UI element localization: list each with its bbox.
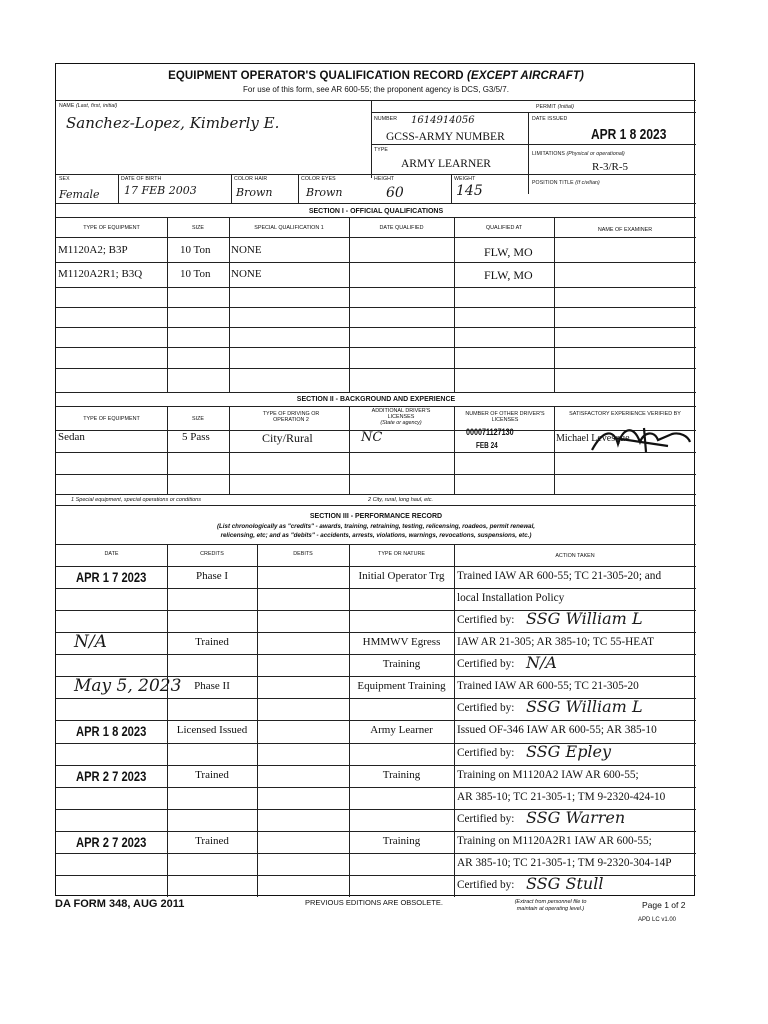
s3-row-signature: SSG Warren [526, 807, 626, 827]
verifier-signature [584, 420, 694, 462]
s3-row-nature: HMMWV Egress [362, 636, 441, 649]
s3-row-date: APR 2 7 2023 [76, 833, 147, 850]
s3-col-action: ACTION TAKEN [555, 553, 595, 559]
s1-col-equipment: TYPE OF EQUIPMENT [83, 225, 140, 231]
section2-heading: SECTION II - BACKGROUND AND EXPERIENCE [296, 396, 456, 403]
name-label: NAME (Last, first, initial) [59, 103, 118, 109]
s3-instructions-2: relicensing, etc; and as "debits" - accidents, arrests, violations, warnings, revocations, suspensions, etc.) [220, 532, 532, 539]
sex-value: Female [59, 188, 100, 201]
s1-row1-size: 10 Ton [180, 244, 211, 256]
s3-instructions-1: (List chronologically as "credits" - awards, training, retraining, testing, relicensing, roadeos, permit renewal, [216, 523, 536, 530]
s3-row-rule [56, 720, 696, 721]
height-value: 60 [386, 185, 404, 201]
limitations-label: LIMITATIONS (Physical or operational) [532, 151, 625, 157]
weight-value: 145 [456, 183, 483, 199]
s1-col-size: SIZE [192, 225, 204, 231]
s3-row-nature: Equipment Training [357, 680, 446, 693]
s3-row-credits: Phase II [194, 680, 230, 693]
permit-label: PERMIT (Initial) [536, 104, 575, 110]
s3-row-rule [56, 831, 696, 832]
s3-col-date: DATE [104, 551, 119, 557]
s3-row-signature: SSG William L [526, 609, 643, 629]
s1-row1-equipment: M1120A2; B3P [58, 244, 128, 256]
s3-row-signature: SSG Stull [526, 873, 604, 893]
s3-row-nature: Training [382, 768, 421, 781]
s3-row-date: APR 1 8 2023 [76, 723, 147, 740]
hair-label: COLOR HAIR [234, 176, 268, 182]
s3-col-credits: CREDITS [200, 551, 224, 557]
page-number: Page 1 of 2 [642, 900, 686, 910]
s1-row1-at: FLW, MO [484, 245, 533, 259]
s3-row-rule [56, 853, 696, 854]
s1-col-examiner: NAME OF EXAMINER [597, 227, 653, 233]
section1-heading: SECTION I - OFFICIAL QUALIFICATIONS [308, 208, 444, 215]
s3-row-date: APR 2 7 2023 [76, 767, 147, 784]
permit-number-handwritten: 1614914056 [411, 115, 475, 126]
s3-row-action: Certified by: [457, 658, 515, 671]
s3-row-date: N/A [74, 632, 107, 653]
s2-row-driving: City/Rural [262, 431, 313, 445]
section3-heading: SECTION III - PERFORMANCE RECORD [309, 513, 443, 520]
s3-row-action: Certified by: [457, 614, 515, 627]
s2-footnote-1: 1 Special equipment, special operations or conditions [71, 497, 201, 503]
name-value: Sanchez-Lopez, Kimberly E. [66, 114, 280, 132]
s3-row-action: local Installation Policy [457, 592, 565, 605]
s3-row-credits: Phase I [195, 570, 229, 582]
s3-row-action: Training on M1120A2 IAW AR 600-55; [457, 768, 639, 781]
version: APD LC v1.00 [638, 917, 677, 923]
s3-row-action: Trained IAW AR 600-55; TC 21-305-20 [457, 680, 639, 693]
limitations-value: R-3/R-5 [592, 161, 629, 173]
s3-row-action: Certified by: [457, 812, 515, 825]
s3-row-action: Issued OF-346 IAW AR 600-55; AR 385-10 [457, 724, 657, 737]
s1-row2-size: 10 Ton [180, 268, 211, 280]
s3-row-signature: SSG Epley [526, 741, 612, 761]
s3-row-credits: Trained [195, 768, 229, 781]
s3-row-nature: Initial Operator Trg [358, 570, 445, 582]
s3-col-debits: DEBITS [293, 551, 313, 557]
s3-row-rule [56, 765, 696, 766]
s2-row-state: NC [361, 430, 383, 445]
s3-row-date: APR 1 7 2023 [76, 569, 147, 585]
s3-row-credits: Trained [195, 636, 229, 649]
s1-row2-equipment: M1120A2R1; B3Q [58, 268, 143, 280]
s2-col-size: SIZE [192, 416, 204, 422]
s2-col-verified: SATISFACTORY EXPERIENCE VERIFIED BY [569, 411, 681, 417]
height-label: HEIGHT [374, 176, 395, 182]
s2-row-size: 5 Pass [182, 431, 210, 443]
hair-value: Brown [236, 186, 273, 199]
number-label: NUMBER [374, 116, 398, 122]
s3-row-nature: Training [382, 834, 421, 847]
s3-col-nature: TYPE OR NATURE [378, 551, 425, 557]
s3-row-action: IAW AR 21-305; AR 385-10; TC 55-HEAT [457, 636, 654, 649]
s3-row-credits: Licensed Issued [176, 724, 248, 737]
s3-row-action: Training on M1120A2R1 IAW AR 600-55; [457, 834, 652, 847]
form-title-suffix: (EXCEPT AIRCRAFT) [467, 70, 584, 82]
type-label: TYPE [374, 147, 388, 153]
form-number: DA FORM 348, AUG 2011 [55, 898, 185, 910]
s3-row-rule [56, 787, 696, 788]
form-title [56, 70, 696, 82]
s2-col-equipment: TYPE OF EQUIPMENT [83, 416, 140, 422]
s3-row-nature: Army Learner [370, 724, 433, 737]
obsolete-notice: PREVIOUS EDITIONS ARE OBSOLETE. [305, 898, 443, 907]
s3-row-action: Certified by: [457, 878, 515, 891]
s1-col-at: QUALIFIED AT [485, 225, 523, 231]
s3-row-rule [56, 588, 696, 589]
s2-col-driving: TYPE OF DRIVING OR OPERATION 2 [262, 411, 320, 423]
s3-row-action: Certified by: [457, 746, 515, 759]
dob-label: DATE OF BIRTH [121, 176, 162, 182]
s1-row2-at: FLW, MO [484, 268, 533, 282]
extract-note: (Extract from personnel file to maintain at operating level.) [514, 899, 587, 912]
s2-row-verified: Michael Levesque [556, 433, 630, 444]
sex-label: SEX [59, 176, 70, 182]
s2-row-license-number: 000071127130 [466, 427, 514, 437]
qualification-form [55, 63, 695, 896]
s1-col-special: SPECIAL QUALIFICATION 1 [254, 225, 324, 231]
s3-row-credits: Trained [195, 834, 229, 847]
eyes-value: Brown [306, 186, 343, 199]
weight-label: WEIGHT [454, 176, 476, 182]
s3-row-signature: N/A [526, 653, 557, 673]
s3-row-signature: SSG William L [526, 697, 643, 717]
s1-col-date: DATE QUALIFIED [379, 225, 424, 231]
s1-row2-special: NONE [231, 268, 262, 280]
s3-row-action: Certified by: [457, 702, 515, 715]
date-issued-value: APR 1 8 2023 [591, 126, 667, 143]
s2-col-number: NUMBER OF OTHER DRIVER'S LICENSES [465, 411, 545, 423]
permit-type-value: ARMY LEARNER [401, 158, 491, 170]
s2-col-licenses: ADDITIONAL DRIVER'S LICENSES (State or agency) [371, 408, 431, 426]
s3-row-action: Trained IAW AR 600-55; TC 21-305-20; and [457, 570, 662, 582]
s3-row-action: AR 385-10; TC 21-305-1; TM 9-2320-424-10 [457, 790, 666, 803]
s3-row-date: May 5, 2023 [74, 676, 182, 697]
s3-row-rule [56, 654, 696, 655]
dob-value: 17 FEB 2003 [124, 184, 197, 197]
s2-row-license-date: FEB 24 [476, 441, 498, 450]
s2-footnote-2: 2 City, rural, long haul, etc. [368, 497, 434, 503]
s3-row-nature: Training [382, 658, 421, 671]
s3-row-action: AR 385-10; TC 21-305-1; TM 9-2320-304-14P [457, 856, 672, 869]
form-title-main: EQUIPMENT OPERATOR'S QUALIFICATION RECORD [168, 70, 464, 82]
s3-row-rule [56, 632, 696, 633]
permit-number-label: GCSS-ARMY NUMBER [386, 131, 505, 143]
eyes-label: COLOR EYES [301, 176, 336, 182]
date-issued-label: DATE ISSUED [532, 116, 568, 122]
s2-row-equipment: Sedan [58, 431, 85, 443]
s1-row1-special: NONE [231, 244, 262, 256]
form-subtitle: For use of this form, see AR 600-55; the proponent agency is DCS, G3/5/7. [243, 85, 509, 94]
position-title-label: POSITION TITLE (If civilian) [532, 180, 600, 186]
